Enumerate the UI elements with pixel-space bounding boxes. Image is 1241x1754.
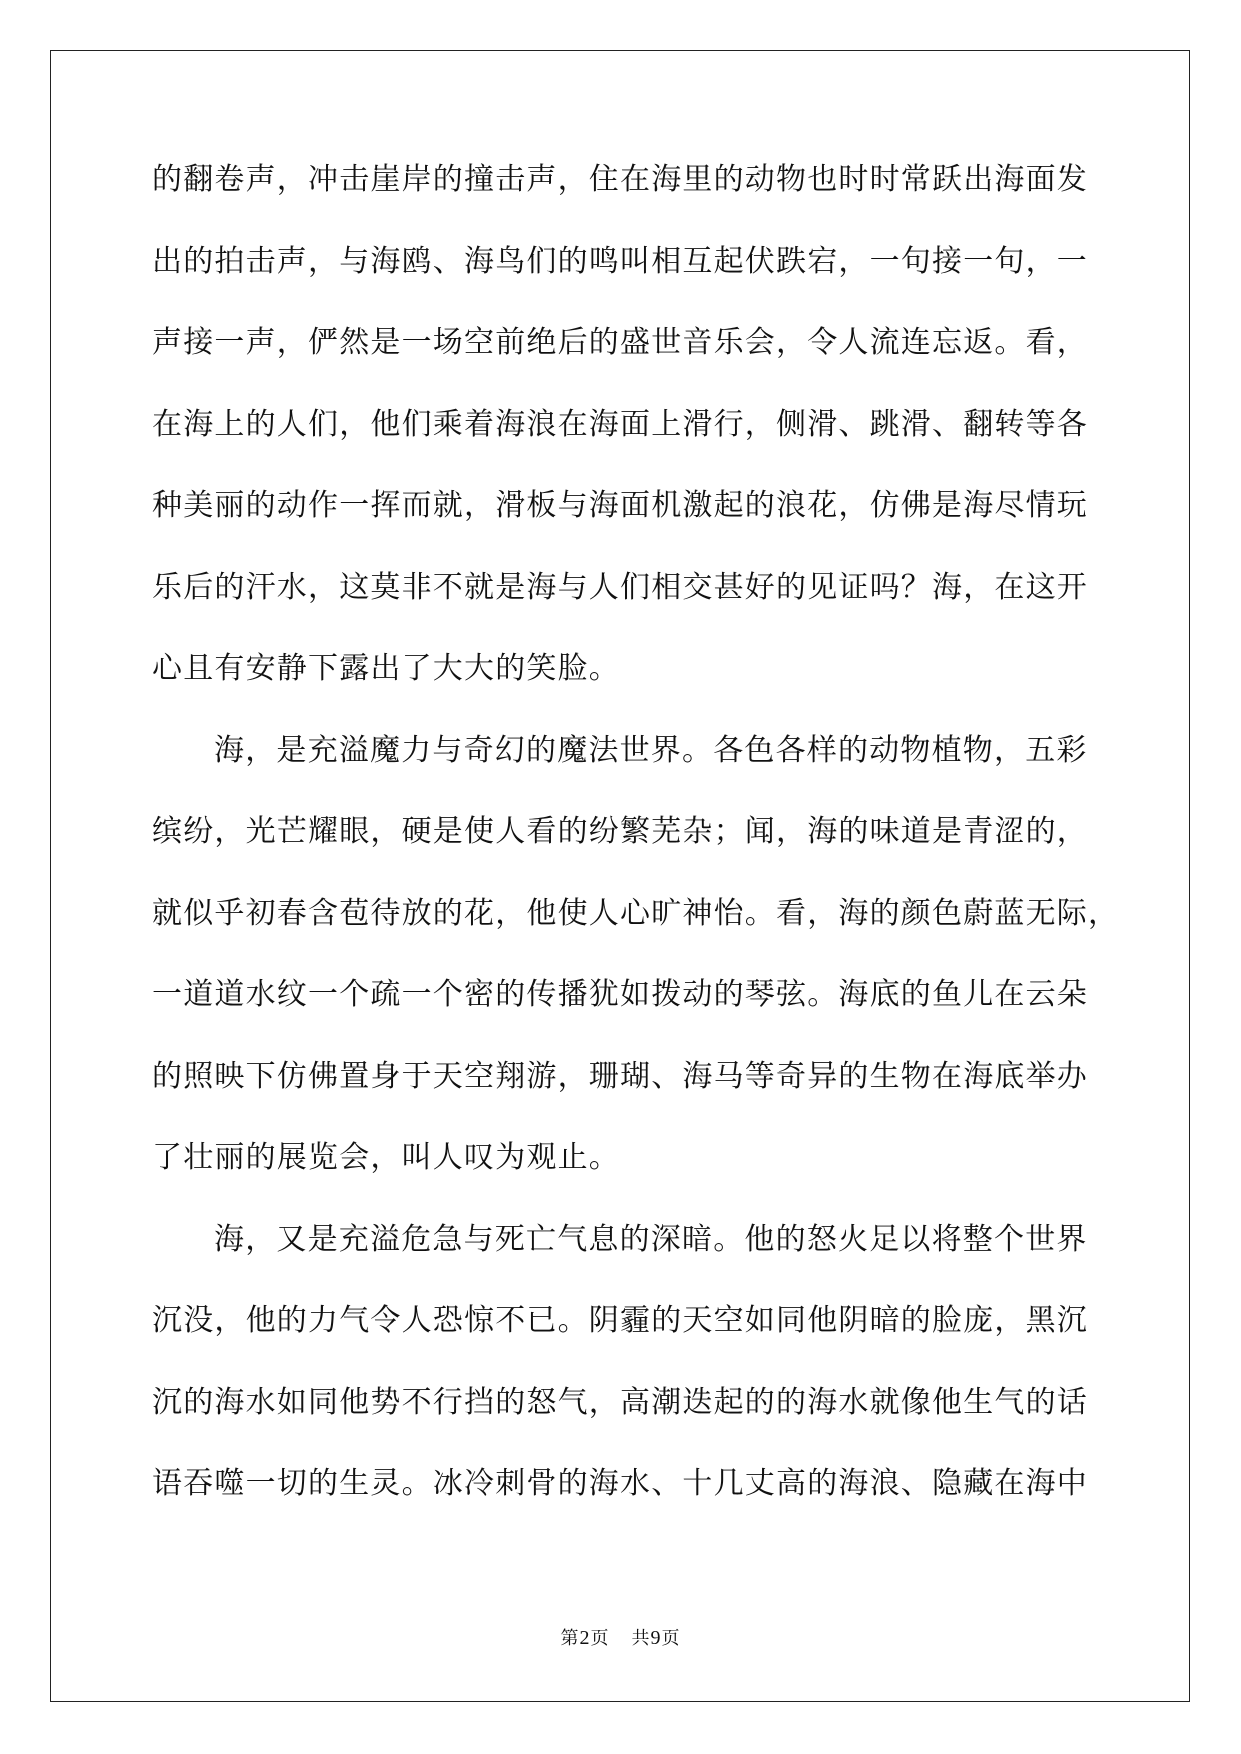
text-line: 的照映下仿佛置身于天空翔游，珊瑚、海马等奇异的生物在海底举办 <box>152 1058 1088 1094</box>
total-label-prefix: 共 <box>631 1628 651 1649</box>
text-line: 缤纷，光芒耀眼，硬是使人看的纷繁芜杂；闻，海的味道是青涩的， <box>152 814 1088 849</box>
text-line: 海，是充溢魔力与奇幻的魔法世界。各色各样的动物植物，五彩 <box>214 732 1088 768</box>
page-label-prefix: 第 <box>560 1628 580 1649</box>
text-line: 在海上的人们，他们乘着海浪在海面上滑行，侧滑、跳滑、翻转等各 <box>152 406 1088 442</box>
text-line: 了壮丽的展览会，叫人叹为观止。 <box>152 1140 620 1175</box>
paragraph <box>152 731 1120 1220</box>
text-line: 声接一声，俨然是一场空前绝后的盛世音乐会，令人流连忘返。看， <box>152 325 1088 360</box>
text-line: 海，又是充溢危急与死亡气息的深暗。他的怒火足以将整个世界 <box>214 1221 1088 1257</box>
text-line: 出的拍击声，与海鸥、海鸟们的鸣叫相互起伏跌宕，一句接一句，一 <box>152 243 1088 279</box>
page-number: 2 <box>579 1627 591 1649</box>
text-line: 种美丽的动作一挥而就，滑板与海面机激起的浪花，仿佛是海尽情玩 <box>152 488 1088 523</box>
text-line: 一道道水纹一个疏一个密的传播犹如拨动的琴弦。海底的鱼儿在云朵 <box>152 977 1088 1012</box>
page-label-suffix: 页 <box>590 1628 610 1649</box>
total-label-suffix: 页 <box>661 1628 681 1649</box>
page-footer <box>0 1624 1241 1650</box>
text-line: 沉没，他的力气令人恐惊不已。阴霾的天空如同他阴暗的脸庞，黑沉 <box>152 1303 1088 1338</box>
text-line: 语吞噬一切的生灵。冰冷刺骨的海水、十几丈高的海浪、隐藏在海中 <box>152 1466 1088 1501</box>
text-line: 乐后的汗水，这莫非不就是海与人们相交甚好的见证吗？海，在这开 <box>152 569 1088 605</box>
document-body <box>152 160 1120 1546</box>
paragraph <box>152 1220 1092 1546</box>
paragraph <box>152 160 1092 731</box>
total-pages: 9 <box>650 1627 662 1649</box>
text-line: 就似乎初春含苞待放的花，他使人心旷神怡。看，海的颜色蔚蓝无际， <box>152 895 1120 931</box>
text-line: 的翻卷声，冲击崖岸的撞击声，住在海里的动物也时时常跃出海面发 <box>152 162 1088 197</box>
text-line: 心且有安静下露出了大大的笑脸。 <box>152 651 620 686</box>
text-line: 沉的海水如同他势不行挡的怒气，高潮迭起的的海水就像他生气的话 <box>152 1384 1088 1420</box>
